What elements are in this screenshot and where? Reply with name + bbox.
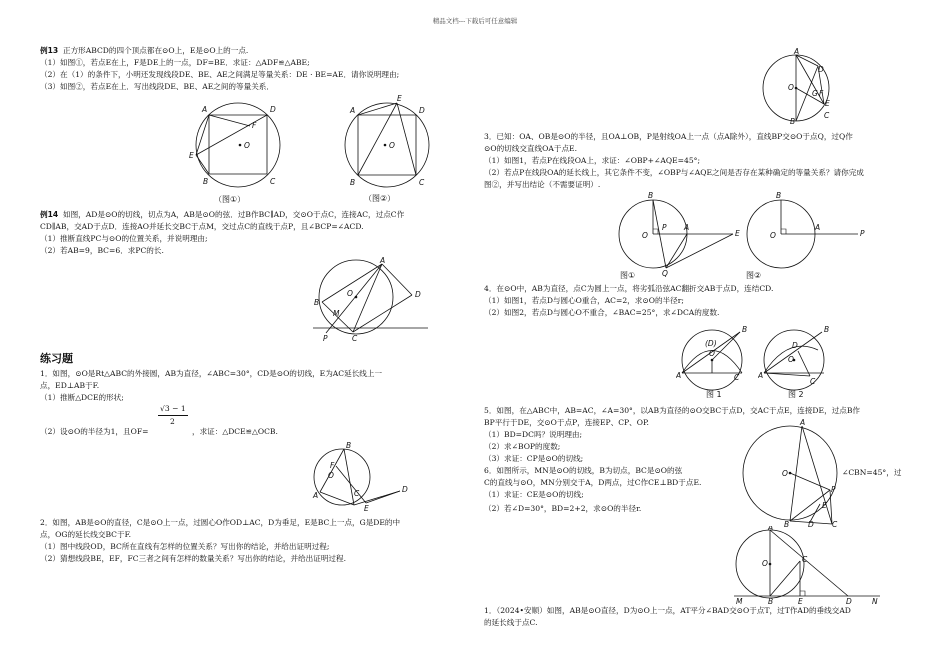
label-B: B [768, 597, 774, 606]
label-C: C [824, 111, 830, 120]
label-B: B [776, 191, 782, 200]
label-O: O [788, 355, 794, 364]
ex14-q2: （2）若AB=9，BC=6．求PC的长. [40, 246, 164, 255]
label-A: A [202, 105, 208, 114]
label-O: O [389, 141, 395, 150]
right-p5-q3: （3）求证：CP是⊙O的切线; [484, 454, 584, 463]
label-O: O [244, 141, 250, 150]
label-O: O [770, 231, 776, 240]
label-E: E [397, 95, 402, 103]
right-p5-b: BP平行于DE，交⊙O于点P，连接EP、CP、OP. [484, 418, 649, 427]
ex14-q1: （1）推断直线PC与⊙O的位置关系，并说明理由; [40, 234, 208, 243]
label-A: A [794, 47, 800, 56]
label-P: P [662, 223, 667, 232]
label-C: C [352, 334, 358, 343]
label-B: B [790, 117, 796, 126]
ex14-label: 例14 [40, 210, 59, 219]
label-B: B [784, 520, 790, 528]
caption-p3-fig1: 图① [620, 271, 636, 280]
practice-1-b: 点，ED⊥AB于F. [40, 381, 100, 390]
label-B: B [824, 325, 830, 334]
label-O: O [328, 471, 334, 480]
label-D: D [419, 106, 425, 115]
label-O: O [788, 83, 794, 92]
p4-figure-2 [758, 318, 838, 398]
label-O: O [762, 559, 768, 568]
ex14-figure [308, 255, 433, 345]
ex13-q2: （2）在（1）的条件下，小明还发现线段DE、BE、AE之间满足等量关系：DE · BE=AE．请你说明理由; [40, 70, 400, 79]
caption-p3-fig2: 图② [746, 271, 762, 280]
ex13-figure-1 [188, 100, 288, 210]
label-B: B [346, 442, 352, 450]
right-p6-q2: （2）若∠D=30°，BD=2+2，求⊙O的半径r. [484, 504, 642, 513]
label-C: C [270, 177, 276, 186]
practice-2-q1: （1）图中线段OD，BC所在直线有怎样的位置关系？写出你的结论，并给出证明过程; [40, 542, 330, 551]
right-p5-q2: （2）求∠BOP的度数; [484, 442, 561, 451]
practice-1-q2a: （2）设⊙O的半径为1，且OF= [40, 427, 149, 436]
label-C: C [734, 373, 740, 382]
label-O: O [709, 349, 715, 358]
ex13-figure-2 [340, 95, 440, 210]
label-D: D [415, 290, 421, 299]
label-F: F [252, 121, 257, 130]
label-F: F [330, 461, 335, 470]
label-D: D [270, 105, 276, 114]
label-E: E [364, 504, 369, 512]
label-F: F [819, 89, 824, 98]
practice-1-q2b: ，求证：△DCE≌△OCB. [192, 427, 278, 436]
practice-1-figure [310, 442, 410, 512]
fraction-den: 2 [170, 417, 175, 426]
label-A: A [684, 223, 690, 232]
label-E: E [798, 597, 803, 606]
label-P: P [860, 229, 865, 238]
label-E: E [189, 151, 194, 160]
label-B: B [350, 178, 356, 187]
label-C: C [419, 178, 425, 187]
label-D: D [808, 520, 814, 528]
label-A: A [768, 526, 774, 532]
label-B: B [314, 298, 320, 307]
label-D: D [846, 597, 852, 606]
label-C: C [832, 520, 838, 528]
label-Q: Q [662, 269, 668, 278]
right-p5: 5．如图，在△ABC中，AB=AC，∠A=30°，以AB为直径的⊙O交BC于点D，交AC于点E，连接DE，过点B作 [484, 406, 861, 415]
label-B: B [203, 177, 209, 186]
right-p3: 3．已知：OA、OB是⊙O的半径，且OA⊥OB，P是射线OA上一点（点A除外），直线BP交⊙O于点Q，过Q作 [484, 132, 853, 141]
label-OD: (D) [705, 339, 717, 348]
p6-figure [730, 526, 885, 606]
label-B: B [648, 191, 654, 200]
caption-p4-fig2: 图 2 [788, 390, 804, 398]
right-p7: 1．（2024•安顺）如图，AB是⊙O直径，D为⊙O上一点，AT平分∠BAD交⊙O于点T，过T作AD的垂线交AD [484, 606, 851, 615]
right-p6-side: ∠CBN=45°，过 [842, 468, 902, 477]
label-O: O [782, 469, 788, 478]
page-header: 精品文档---下载后可任意编辑 [432, 17, 518, 25]
ex14-stem-2: CD∥AB，交AD于点D．连接AO并延长交BC于点M，交过点C的直线于点P，且∠BCP=∠ACD. [40, 222, 364, 231]
label-B: B [742, 325, 748, 334]
label-D: D [402, 485, 408, 494]
label-E: E [735, 229, 740, 238]
p3-figure-2 [746, 188, 871, 280]
practice-title: 练习题 [40, 352, 73, 365]
practice-2: 2．如图，AB是⊙O的直径，C是⊙O上一点，过圆心O作OD⊥AC，D为垂足，E是BC上一点，G是DE的中 [40, 518, 401, 527]
caption-p4-fig1: 图 1 [706, 390, 722, 398]
label-A: A [676, 371, 682, 380]
p3-figure-1 [618, 188, 748, 280]
ex13-q1: （1）如图①，若点E在上，F是DE上的一点，DF=BE．求证：△ADF≌△ABE; [40, 58, 310, 67]
fraction-bar [158, 415, 188, 416]
right-top-figure [758, 46, 838, 126]
ex14-stem: 例14 如图，AD是⊙O的切线，切点为A，AB是⊙O的弦．过B作BC∥AD，交⊙O于点C，连接AC，过点C作 [40, 210, 405, 219]
label-A: A [350, 106, 356, 115]
label-D: D [792, 341, 798, 350]
label-M: M [736, 597, 743, 606]
practice-1: 1．如图，⊙O是Rt△ABC的外接圆，AB为直径，∠ABC=30°，CD是⊙O的切线，E为AC延长线上一 [40, 369, 383, 378]
right-p6-q1: （1）求证：CE是⊙O的切线; [484, 490, 584, 499]
label-O: O [347, 289, 353, 298]
fraction-num: √3 − 1 [160, 404, 186, 413]
label-E: E [825, 99, 830, 108]
p4-figure-1 [676, 318, 756, 398]
label-G: G [812, 89, 818, 98]
right-p4: 4．在⊙O中，AB为直径，点C为圆上一点，将劣弧沿弦AC翻折交AB于点D，连结CD. [484, 284, 774, 293]
ex13-label: 例13 [40, 46, 59, 55]
ex13-q3: （3）如图②，若点E在上．写出线段DE、BE、AE之间的等量关系． [40, 82, 274, 91]
practice-2-q2: （2）猜想线段BE，EF，FC三者之间有怎样的数量关系？写出你的结论，并给出证明过程. [40, 554, 347, 563]
label-E: E [822, 501, 827, 510]
label-P: P [831, 485, 836, 494]
label-D: D [818, 65, 824, 74]
label-P: P [323, 334, 328, 343]
label-C: C [810, 377, 816, 386]
label-C: C [354, 489, 360, 498]
practice-2-b: 点，OG的延长线交BC于F. [40, 530, 132, 539]
practice-1-q1: （1）推断△DCE的形状; [40, 393, 124, 402]
right-p3-b: ⊙O的切线交直线OA于点E. [484, 144, 578, 153]
label-A: A [313, 491, 319, 500]
label-A: A [380, 256, 386, 265]
label-A: A [815, 223, 821, 232]
right-p5-q1: （1）BD=DC吗？说明理由; [484, 430, 583, 439]
p5-figure [740, 418, 840, 528]
right-p7-b: 的延长线于点C. [484, 618, 538, 627]
right-p6-b: C的直线与⊙O，MN分别交于A，D两点，过C作CE⊥BD于点E. [484, 478, 702, 487]
label-A: A [800, 418, 806, 427]
label-A: A [758, 371, 764, 380]
label-O: O [642, 231, 648, 240]
right-p3-q2: （2）若点P在线段OA的延长线上，其它条件不变，∠OBP与∠AQE之间是否存在某种确定的等量关系？请你完成 [484, 168, 864, 177]
right-p3-q2-b: 图②，并写出结论（不需要证明）. [484, 180, 601, 189]
ex13-stem: 例13 正方形ABCD的四个顶点都在⊙O上，E是⊙O上的一点. [40, 46, 249, 55]
label-M: M [333, 309, 340, 318]
caption-fig2: （图②） [364, 194, 396, 203]
caption-fig1: （图①） [214, 195, 246, 204]
right-p4-q1: （1）如图1，若点D与圆心O重合，AC=2，求⊙O的半径r; [484, 296, 684, 305]
right-p4-q2: （2）如图2，若点D与圆心O不重合，∠BAC=25°，求∠DCA的度数. [484, 308, 720, 317]
label-N: N [872, 597, 878, 606]
right-p6: 6．如图所示，MN是⊙O的切线，B为切点，BC是⊙O的弦 [484, 466, 683, 475]
label-C: C [802, 555, 808, 564]
right-p3-q1: （1）如图1，若点P在线段OA上，求证：∠OBP+∠AQE=45°; [484, 156, 701, 165]
